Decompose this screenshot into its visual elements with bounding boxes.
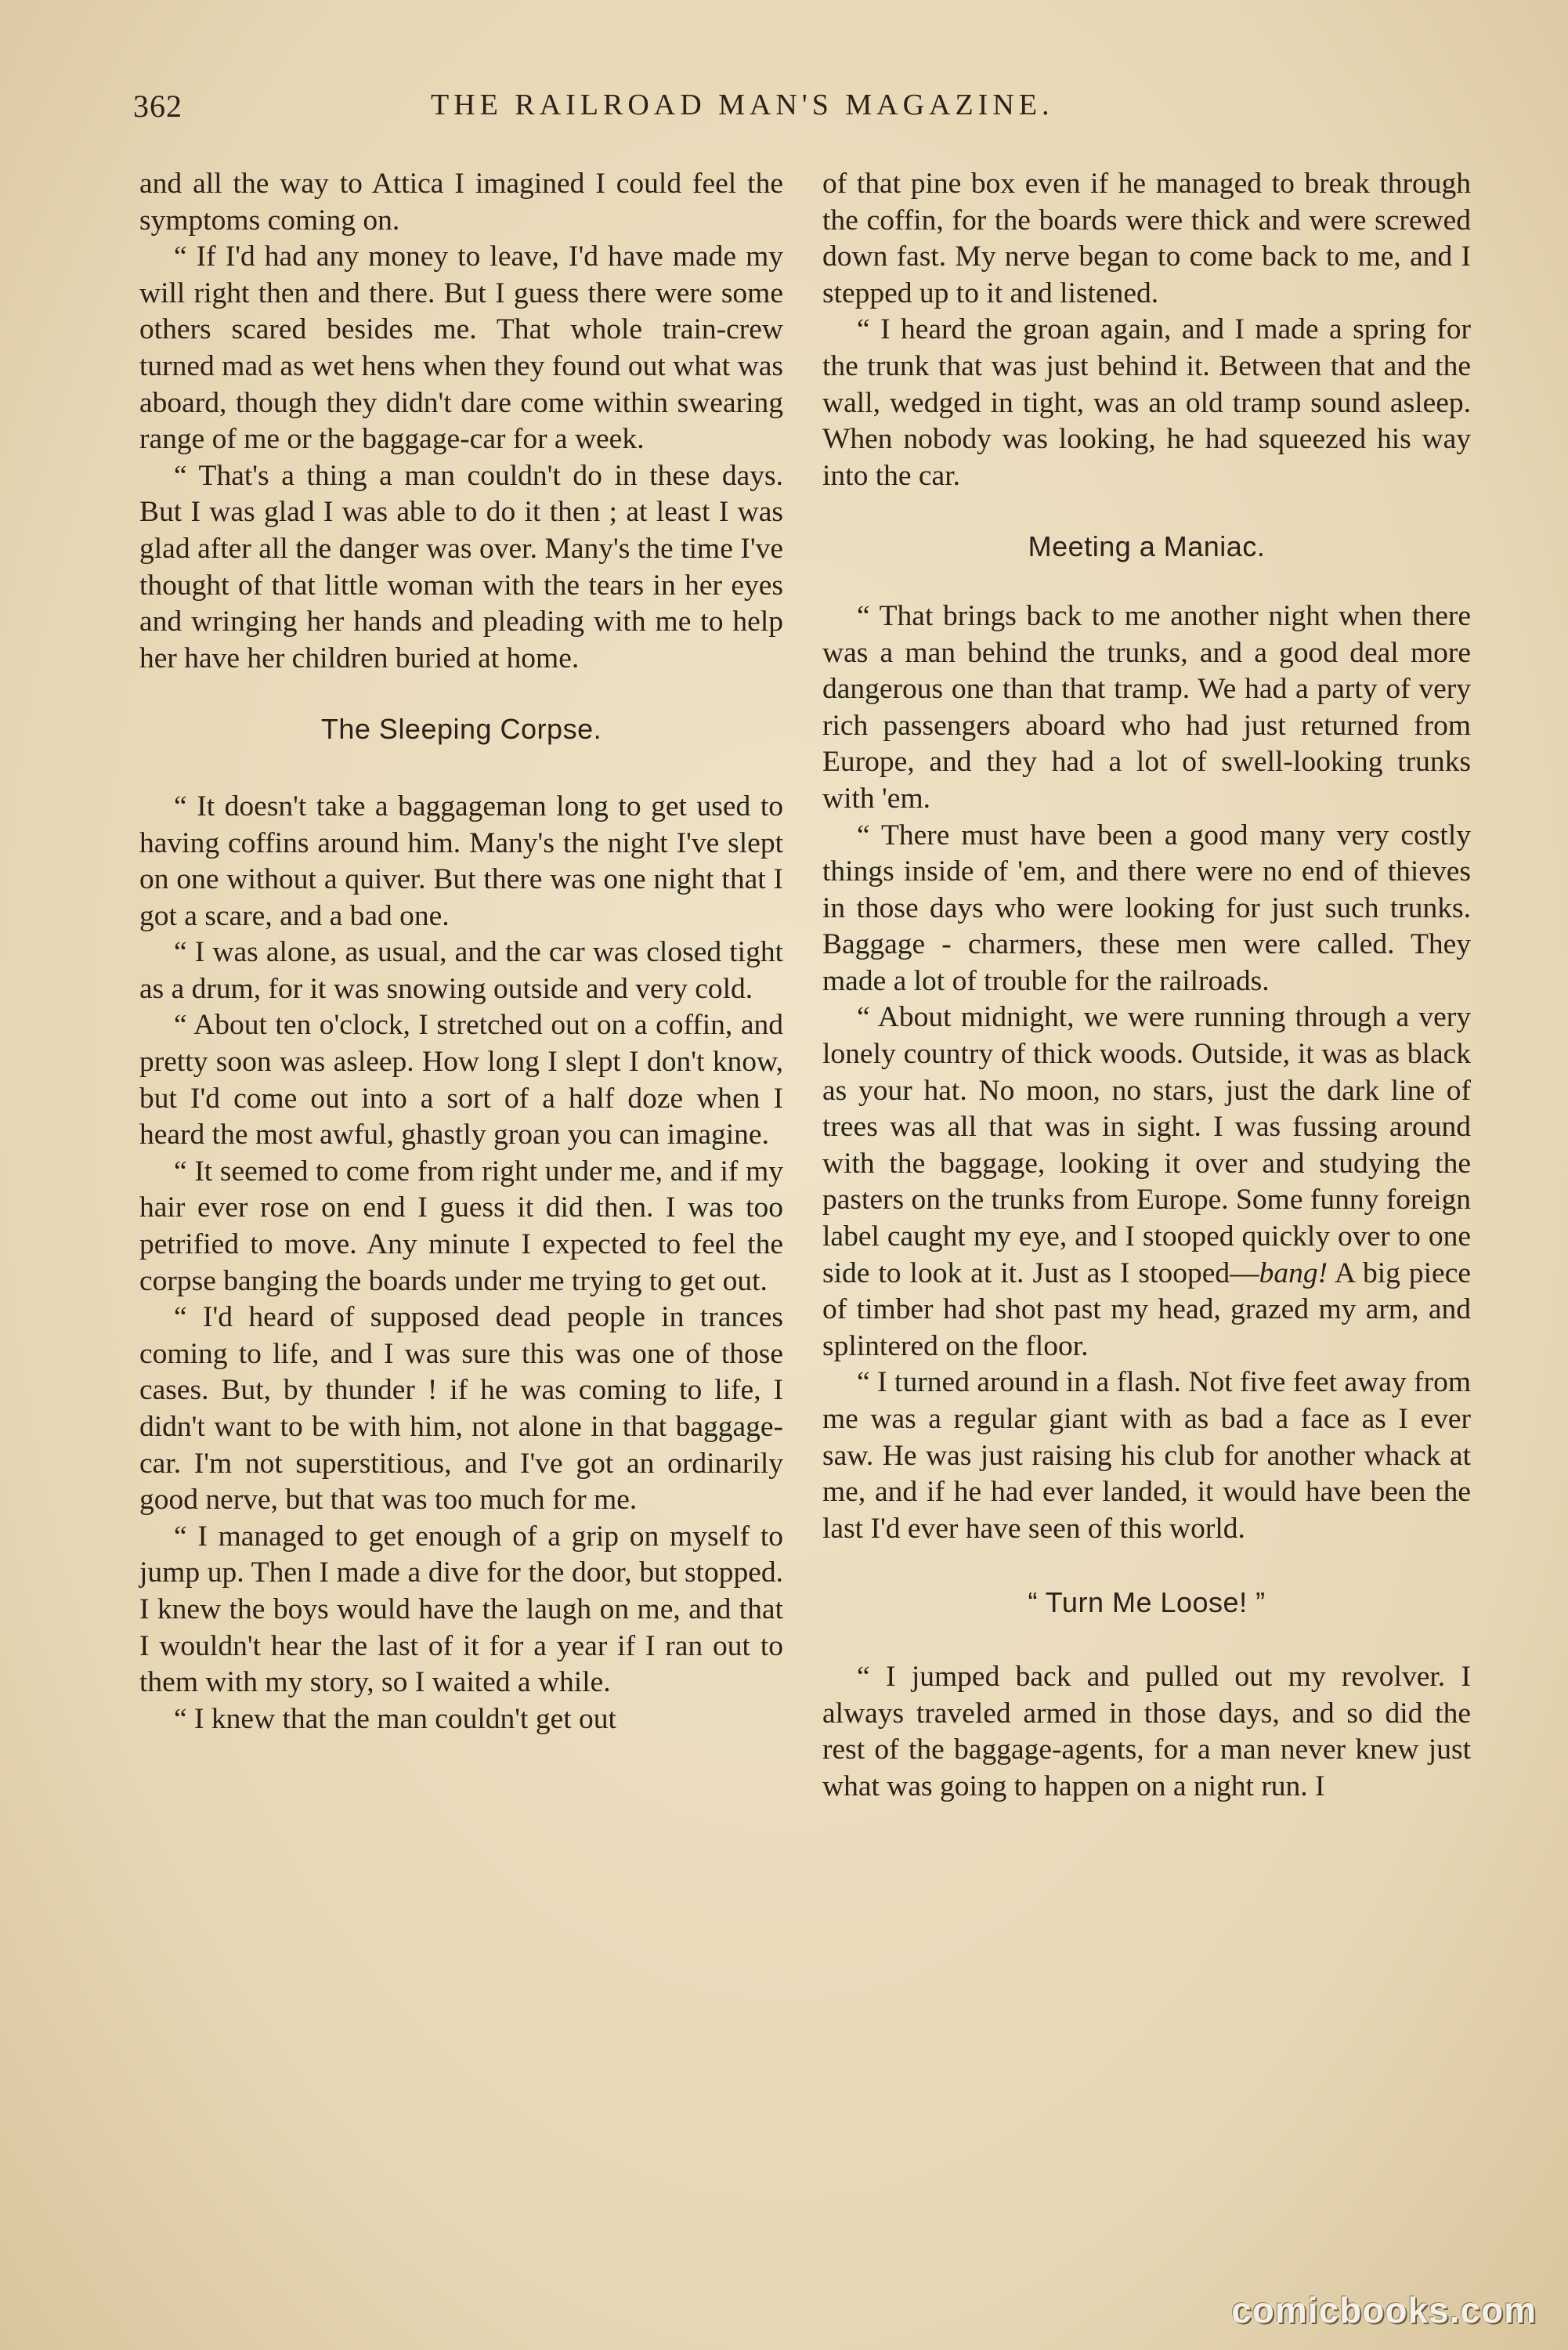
paragraph: “ I managed to get enough of a grip on myself to jump up. Then I made a dive for the door, but stopped. I knew the boys would have the laugh on me, and that I wouldn't hear the last of it for a year if I ran out to them with my story, so I waited a while. xyxy=(139,1520,783,1699)
paragraph xyxy=(822,1000,1471,1365)
paragraph: “ I jumped back and pulled out my revolver. I always traveled armed in those days, and so did the rest of the baggage-agents, for a man never knew just what was going to happen on a night run. I xyxy=(822,1660,1471,1802)
section-heading-meeting-a-maniac: Meeting a Maniac. xyxy=(1028,530,1266,563)
paragraph: and all the way to Attica I imagined I could feel the symptoms coming on. xyxy=(139,168,783,237)
paragraph: “ If I'd had any money to leave, I'd have made my will right then and there. But I guess there were some others scared besides me. That whole train-crew turned mad as wet hens when they found out what was aboard, though they didn't dare come within swearing range of me or the baggage-car for a week. xyxy=(139,240,783,456)
paragraph: “ That brings back to me another night when there was a man behind the trunks, and a good deal more dangerous one than that tramp. We had a party of very rich passengers aboard who had just returned from Europe, and they had a lot of swell-looking trunks with 'em. xyxy=(822,599,1471,815)
paragraph: “ About ten o'clock, I stretched out on a coffin, and pretty soon was asleep. How long I slept I don't know, but I'd come out into a sort of a half doze when I heard the most awful, ghastly groan you can imagine. xyxy=(139,1009,783,1152)
text-run: “ About midnight, we were running through a very lonely country of thick woods. Outside, it was as black as your hat. No moon, no stars, just the dark line of trees was all that was in sight. I was fussing around with the baggage, looking it over and studying the pasters on the trunks from Europe. Some funny foreign label caught my eye, and I stooped quickly over to one side to look at it. Just as I stooped— xyxy=(822,1001,1471,1289)
section-heading-sleeping-corpse: The Sleeping Corpse. xyxy=(320,713,602,746)
paragraph: “ It doesn't take a baggageman long to get used to having coffins around him. Many's the night I've slept on one without a quiver. But there was one night that I got a scare, and a bad one. xyxy=(139,790,783,932)
paragraph: “ I'd heard of supposed dead people in trances coming to life, and I was sure this was one of those cases. But, by thunder ! if he was coming to life, I didn't want to be with him, not alone in that baggage-car. I'm not superstitious, and I've got an ordinarily good nerve, but that was too much for me. xyxy=(139,1301,783,1517)
running-title: THE RAILROAD MAN'S MAGAZINE. xyxy=(431,89,1054,121)
section-heading-turn-me-loose: “ Turn Me Loose! ” xyxy=(1028,1586,1266,1619)
paragraph: “ There must have been a good many very costly things inside of 'em, and there were no end of thieves in those days who were looking for just such trunks. Baggage - charmers, these men were called. They made a lot of trouble for the railroads. xyxy=(822,819,1471,997)
page-header xyxy=(133,88,1465,135)
left-column xyxy=(139,166,783,1737)
watermark: comicbooks.com xyxy=(1231,2290,1537,2330)
right-column xyxy=(822,166,1471,1805)
paragraph: “ I was alone, as usual, and the car was closed tight as a drum, for it was snowing outside and very cold. xyxy=(139,936,783,1005)
paragraph: of that pine box even if he managed to break through the coffin, for the boards were thick and were screwed down fast. My nerve began to come back to me, and I stepped up to it and listened. xyxy=(822,168,1471,309)
paragraph: “ I heard the groan again, and I made a spring for the trunk that was just behind it. Between that and the wall, wedged in tight, was an old tramp sound asleep. When nobody was looking, he had squeezed his way into the car. xyxy=(822,313,1471,492)
italic-exclamation: bang! xyxy=(1259,1256,1328,1289)
paragraph: “ It seemed to come from right under me, and if my hair ever rose on end I guess it did then. I was too petrified to move. Any minute I expected to feel the corpse banging the boards under me trying to get out. xyxy=(139,1155,783,1297)
paragraph: “ That's a thing a man couldn't do in these days. But I was glad I was able to do it then ; at least I was glad after all the danger was over. Many's the time I've thought of that little woman with the tears in her eyes and wringing her hands and pleading with me to help her have her children buried at home. xyxy=(139,459,783,674)
paragraph: “ I knew that the man couldn't get out xyxy=(174,1702,616,1735)
page-number: 362 xyxy=(133,89,182,124)
paragraph: “ I turned around in a flash. Not five feet away from me was a regular giant with as bad a face as I ever saw. He was just raising his club for another whack at me, and if he had ever landed, it would have been the last I'd ever have seen of this world. xyxy=(822,1366,1471,1545)
text-run: A big piece of timber had shot past my head, grazed my arm, and splintered on the floor. xyxy=(822,1256,1471,1362)
